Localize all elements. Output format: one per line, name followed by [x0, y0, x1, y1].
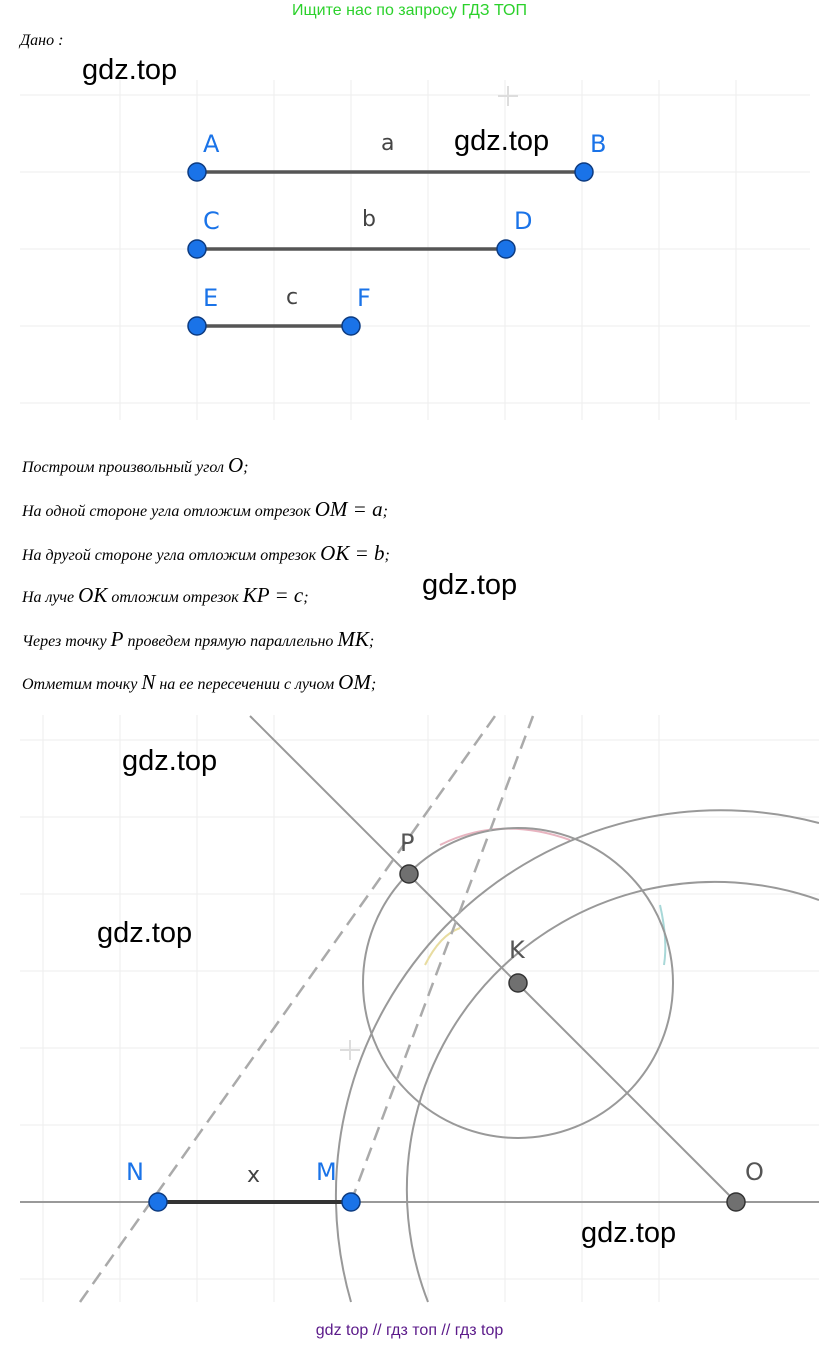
point-a: [188, 163, 206, 181]
label-k: K: [509, 936, 525, 964]
label-c: C: [203, 207, 220, 235]
watermark: gdz.top: [122, 745, 218, 777]
watermark: gdz.top: [454, 125, 550, 157]
label-f: F: [357, 284, 371, 312]
label-seg-x: x: [247, 1163, 261, 1188]
label-o: O: [745, 1158, 764, 1186]
step-6: Отметим точку N на ее пересечении с лучом OM;: [22, 670, 377, 694]
step-3: На другой стороне угла отложим отрезок OK = b;: [22, 541, 390, 565]
construction-figure: [0, 710, 819, 1310]
watermark: gdz.top: [422, 569, 518, 601]
point-p: [400, 865, 418, 883]
point-e: [188, 317, 206, 335]
label-e: E: [203, 284, 219, 312]
watermark: gdz.top: [581, 1217, 677, 1249]
label-seg-c: c: [286, 285, 299, 310]
point-k: [509, 974, 527, 992]
label-a: A: [203, 130, 220, 158]
step-5: Через точку P проведем прямую параллельно MK;: [22, 627, 375, 651]
footer-links: gdz top // гдз топ // гдз top: [315, 1322, 504, 1339]
given-label: Дано :: [20, 32, 64, 49]
label-m: M: [316, 1158, 337, 1186]
label-p: P: [400, 829, 415, 857]
label-seg-b: b: [362, 207, 376, 232]
step-2: На одной стороне угла отложим отрезок OM = a;: [22, 497, 388, 521]
point-m: [342, 1193, 360, 1211]
label-seg-a: a: [381, 131, 395, 156]
point-n: [149, 1193, 167, 1211]
point-b: [575, 163, 593, 181]
label-d: D: [514, 207, 533, 235]
label-b: B: [590, 130, 607, 158]
step-1: Построим произвольный угол O;: [22, 453, 249, 477]
search-hint: Ищите нас по запросу ГДЗ ТОП: [292, 2, 527, 19]
watermark: gdz.top: [82, 54, 178, 86]
point-o: [727, 1193, 745, 1211]
point-f: [342, 317, 360, 335]
point-c: [188, 240, 206, 258]
step-4: На луче OK отложим отрезок KP = c;: [22, 583, 309, 607]
label-n: N: [126, 1158, 144, 1186]
point-d: [497, 240, 515, 258]
watermark: gdz.top: [97, 917, 193, 949]
